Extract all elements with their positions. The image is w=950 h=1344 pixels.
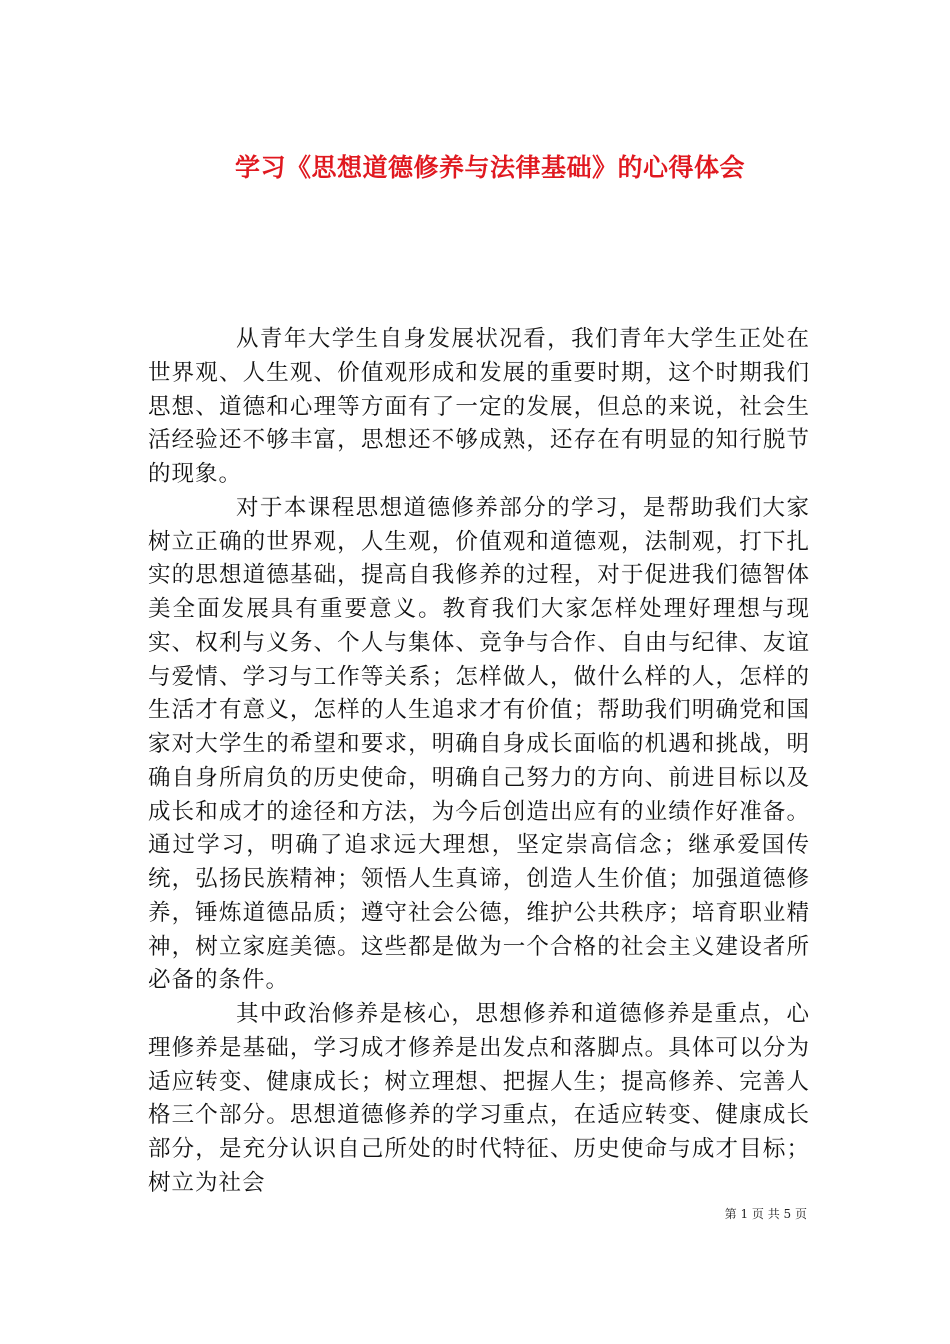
- paragraph-2: 对于本课程思想道德修养部分的学习，是帮助我们大家树立正确的世界观，人生观，价值观和道德观，法制观，打下扎实的思想道德基础，提高自我修养的过程，对于促进我们德智体美全面发展具有重要意义。教育我们大家怎样处理好理想与现实、权利与义务、个人与集体、竞争与合作、自由与纪律、友谊与爱情、学习与工作等关系；怎样做人，做什么样的人，怎样的生活才有意义，怎样的人生追求才有价值；帮助我们明确党和国家对大学生的希望和要求，明确自身成长面临的机遇和挑战，明确自身所肩负的历史使命，明确自己努力的方向、前进目标以及成长和成才的途径和方法，为今后创造出应有的业绩作好准备。通过学习，明确了追求远大理想，坚定崇高信念；继承爱国传统，弘扬民族精神；领悟人生真谛，创造人生价值；加强道德修养，锤炼道德品质；遵守社会公德，维护公共秩序；培育职业精神，树立家庭美德。这些都是做为一个合格的社会主义建设者所必备的条件。: [148, 494, 810, 994]
- page-title: 学习《思想道德修养与法律基础》的心得体会: [234, 152, 745, 182]
- paragraph-1: 从青年大学生自身发展状况看，我们青年大学生正处在世界观、人生观、价值观形成和发展的重要时期，这个时期我们思想、道德和心理等方面有了一定的发展，但总的来说，社会生活经验还不够丰富，思想还不够成熟，还存在有明显的知行脱节的现象。: [148, 326, 810, 487]
- document-body: [148, 323, 810, 1201]
- page-number-footer: 第 1 页 共 5 页: [724, 1207, 807, 1221]
- paragraph-3: 其中政治修养是核心，思想修养和道德修养是重点，心理修养是基础，学习成才修养是出发点和落脚点。具体可以分为适应转变、健康成长；树立理想、把握人生；提高修养、完善人格三个部分。思想道德修养的学习重点，在适应转变、健康成长部分，是充分认识自己所处的时代特征、历史使命与成才目标；树立为社会: [148, 1001, 810, 1196]
